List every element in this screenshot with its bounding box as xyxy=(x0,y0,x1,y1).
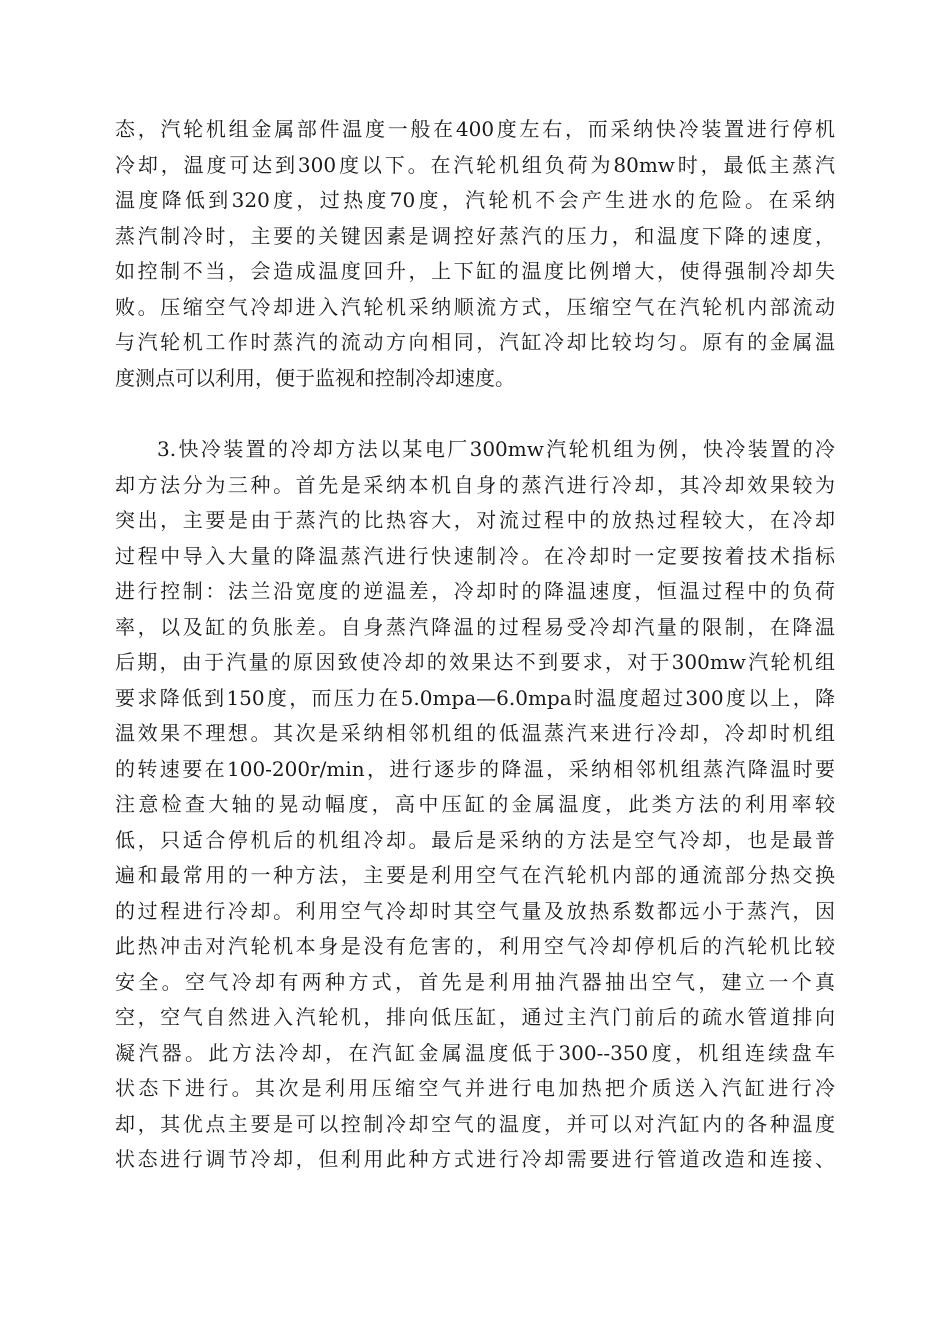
text-line: 此热冲击对汽轮机本身是没有危害的，利用空气冷却停机后的汽轮机比较 xyxy=(115,934,835,958)
text-line: 低，只适合停机后的机组冷却。最后是采纳的方法是空气冷却，也是最普 xyxy=(115,827,835,852)
text-line: 安全。空气冷却有两种方式，首先是利用抽汽器抽出空气，建立一个真 xyxy=(115,969,835,994)
text-line: 状态下进行。其次是利用压缩空气并进行电加热把介质送入汽缸进行冷 xyxy=(115,1076,835,1100)
text-line: 3.快冷装置的冷却方法以某电厂300mw汽轮机组为例，快冷装置的冷 xyxy=(157,437,835,461)
text-line: 进行控制：法兰沿宽度的逆温差，冷却时的降温速度，恒温过程中的负荷 xyxy=(115,579,835,603)
text-line: 度测点可以利用，便于监视和控制冷却速度。 xyxy=(115,365,515,390)
text-line: 过程中导入大量的降温蒸汽进行快速制冷。在冷却时一定要按着技术指标 xyxy=(115,543,835,568)
text-line: 要求降低到150度，而压力在5.0mpa—6.0mpa时温度超过300度以上，降 xyxy=(115,685,835,710)
text-line: 后期，由于汽量的原因致使冷却的效果达不到要求，对于300mw汽轮机组 xyxy=(115,650,835,674)
text-line: 遍和最常用的一种方法，主要是利用空气在汽轮机内部的通流部分热交换 xyxy=(115,863,835,887)
text-line: 却方法分为三种。首先是采纳本机自身的蒸汽进行冷却，其冷却效果较为 xyxy=(115,472,835,497)
text-line: 状态进行调节冷却，但利用此种方式进行冷却需要进行管道改造和连接、 xyxy=(115,1147,835,1171)
text-line: 突出，主要是由于蒸汽的比热容大，对流过程中的放热过程较大，在冷却 xyxy=(115,508,835,532)
text-line: 的转速要在100-200r/min，进行逐步的降温，采纳相邻机组蒸汽降温时要 xyxy=(115,756,835,781)
text-line: 空，空气自然进入汽轮机，排向低压缸，通过主汽门前后的疏水管道排向 xyxy=(115,1005,835,1029)
paragraph-1 xyxy=(115,112,835,396)
text-line: 冷却，温度可达到300度以下。在汽轮机组负荷为80mw时，最低主蒸汽 xyxy=(115,152,835,177)
text-line: 与汽轮机工作时蒸汽的流动方向相同，汽缸冷却比较均匀。原有的金属温 xyxy=(115,330,835,354)
text-line: 凝汽器。此方法冷却，在汽缸金属温度低于300--350度，机组连续盘车 xyxy=(115,1040,835,1065)
text-line: 温效果不理想。其次是采纳相邻机组的低温蒸汽来进行冷却，冷却时机组 xyxy=(115,721,835,745)
text-line: 败。压缩空气冷却进入汽轮机采纳顺流方式，压缩空气在汽轮机内部流动 xyxy=(115,294,835,319)
text-line: 注意检查大轴的晃动幅度，高中压缸的金属温度，此类方法的利用率较 xyxy=(115,792,835,816)
text-line: 的过程进行冷却。利用空气冷却时其空气量及放热系数都远小于蒸汽，因 xyxy=(115,898,835,923)
text-line: 蒸汽制冷时，主要的关键因素是调控好蒸汽的压力，和温度下降的速度， xyxy=(115,223,835,248)
text-line: 态，汽轮机组金属部件温度一般在400度左右，而采纳快冷装置进行停机 xyxy=(115,117,835,141)
paragraph-2 xyxy=(115,432,835,1178)
text-line: 温度降低到320度，过热度70度，汽轮机不会产生进水的危险。在采纳 xyxy=(115,188,835,212)
text-line: 却，其优点主要是可以控制冷却空气的温度，并可以对汽缸内的各种温度 xyxy=(115,1111,835,1136)
text-line: 如控制不当，会造成温度回升，上下缸的温度比例增大，使得强制冷却失 xyxy=(115,259,835,283)
text-line: 率，以及缸的负胀差。自身蒸汽降温的过程易受冷却汽量的限制，在降温 xyxy=(115,614,835,639)
